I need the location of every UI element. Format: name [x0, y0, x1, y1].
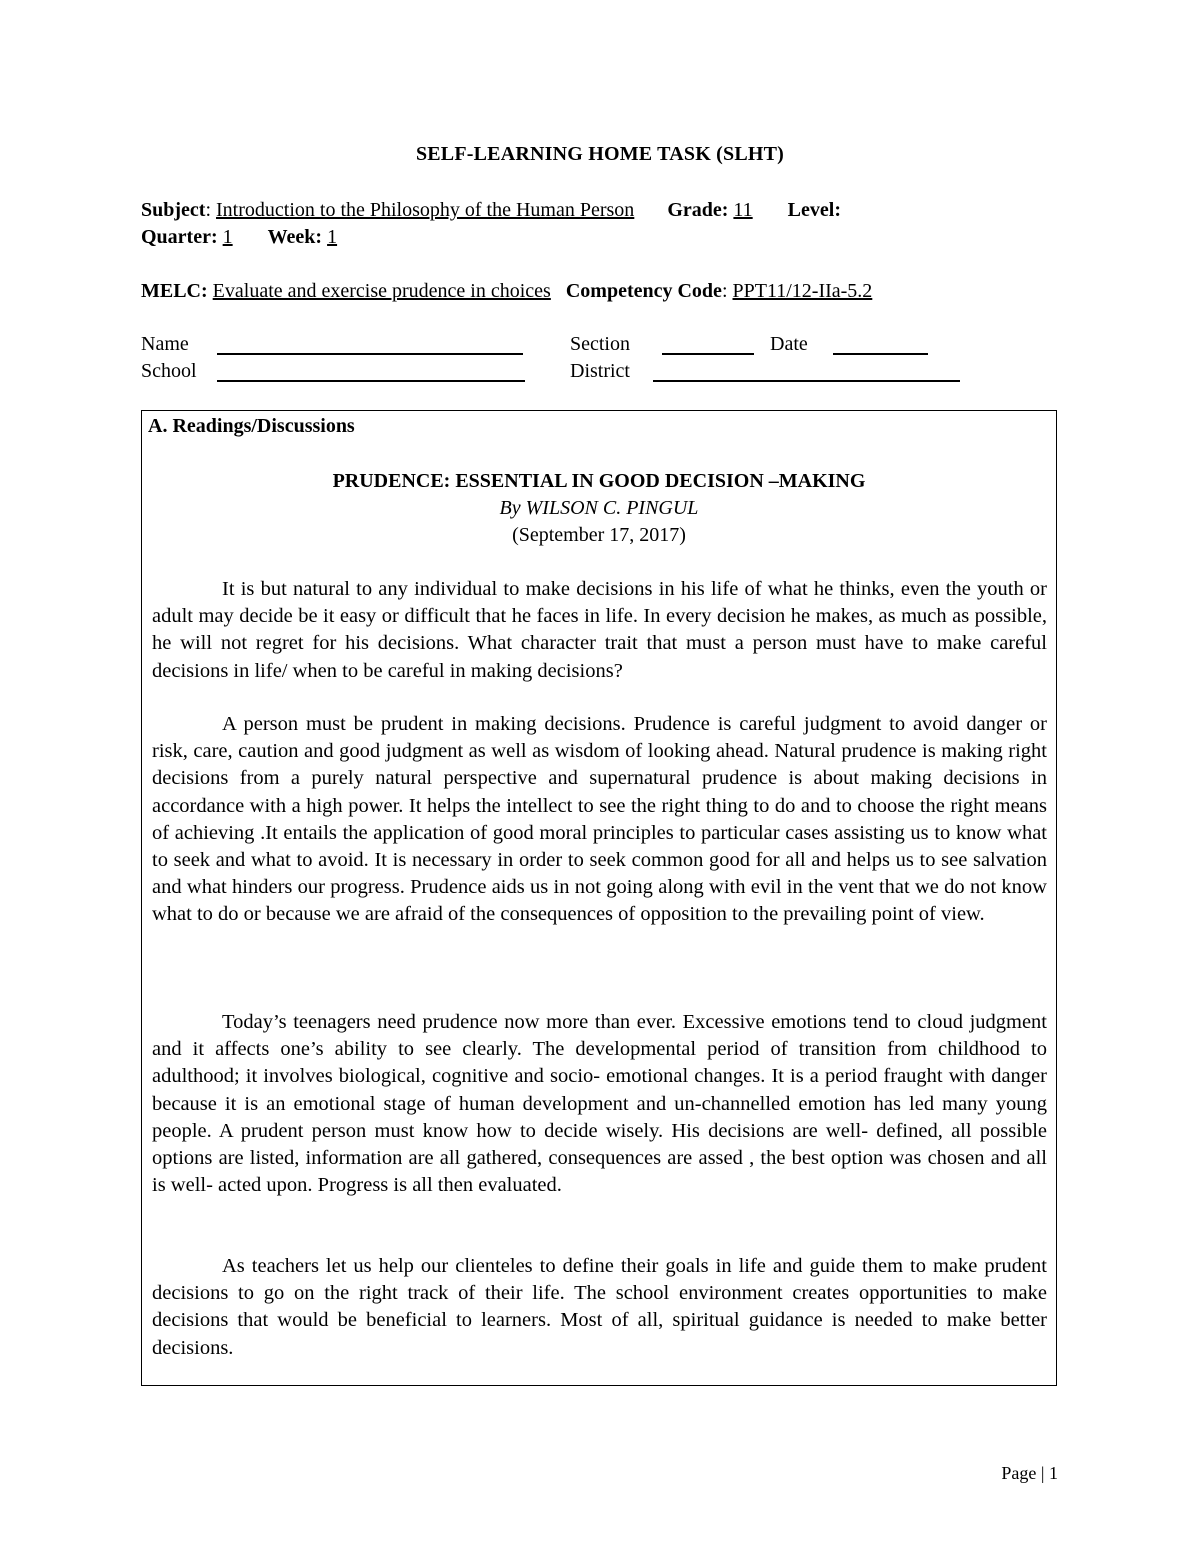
article-author: By WILSON C. PINGUL [499, 497, 699, 519]
quarter-label: Quarter: [141, 226, 218, 248]
melc-label: MELC: [141, 280, 208, 302]
school-input-line[interactable] [217, 380, 525, 382]
name-label: Name [141, 333, 189, 355]
melc-row: MELC: Evaluate and exercise prudence in choices Competency Code: PPT11/12-IIa-5.2 [141, 280, 873, 302]
section-label: Section [570, 333, 630, 355]
quarter-value: 1 [222, 226, 233, 248]
subject-row: Subject: Introduction to the Philosophy of the Human Person Grade: 11 Level: [141, 199, 841, 221]
melc-value: Evaluate and exercise prudence in choices [212, 280, 551, 302]
competency-value: PPT11/12-IIa-5.2 [732, 280, 873, 302]
article-date: (September 17, 2017) [512, 524, 686, 546]
week-value: 1 [327, 226, 338, 248]
document-title: SELF-LEARNING HOME TASK (SLHT) [415, 143, 785, 165]
subject-value: Introduction to the Philosophy of the Human Person [216, 199, 635, 221]
grade-label: Grade: [667, 199, 729, 221]
level-label: Level: [787, 199, 841, 221]
article-title: PRUDENCE: ESSENTIAL IN GOOD DECISION –MAKING [332, 470, 866, 492]
section-heading: A. Readings/Discussions [148, 415, 355, 437]
readings-box [141, 410, 1057, 1386]
school-label: School [141, 360, 197, 382]
week-label: Week: [267, 226, 323, 248]
section-input-line[interactable] [662, 353, 754, 355]
article-paragraph: A person must be prudent in making decisions. Prudence is careful judgment to avoid danger or risk, care, caution and good judgment as well as wisdom of looking ahead. Natural prudence is making right decisions from a purely natural perspective and supernatural prudence is about making decisions in accordance with a high power. It helps the intellect to see the right thing to do and to choose the right means of achieving .It entails the application of good moral principles to particular cases assisting us to know what to seek and what to avoid. It is necessary in order to seek common good for all and helps us to see salvation and what hinders our progress. Prudence aids us in not going along with evil in the vent that we do not know what to do or because we are afraid of the consequences of opposition to the prevailing point of view. [152, 713, 1047, 926]
article-paragraph: It is but natural to any individual to make decisions in his life of what he thinks, even the youth or adult may decide be it easy or difficult that he faces in life. In every decision he makes, as much as possible, he will not regret for his decisions. What character trait that must a person must have to make careful decisions in life/ when to be careful in making decisions? [152, 578, 1047, 682]
grade-value: 11 [733, 199, 753, 221]
district-label: District [570, 360, 630, 382]
competency-label: Competency Code [565, 280, 722, 302]
page-number: Page | 1 [1001, 1463, 1058, 1483]
article-paragraph: Today’s teenagers need prudence now more than ever. Excessive emotions tend to cloud judgment and it affects one’s ability to see clearly. The developmental period of transition from childhood to adulthood; it involves biological, cognitive and socio- emotional changes. It is a period fraught with danger because it is an emotional stage of human development and un-channelled emotion has led many young people. A prudent person must know how to decide wisely. His decisions are well- defined, all possible options are listed, information are all gathered, consequences are assed , the best option was chosen and all is well- acted upon. Progress is all then evaluated. [152, 1011, 1047, 1197]
date-label: Date [770, 333, 808, 355]
article-paragraph: As teachers let us help our clienteles to define their goals in life and guide them to make prudent decisions to go on the right track of their life. The school environment creates opportunities to make decisions that would be beneficial to learners. Most of all, spiritual guidance is needed to make better decisions. [152, 1255, 1047, 1359]
quarter-row [141, 224, 337, 251]
district-input-line[interactable] [653, 380, 960, 382]
date-input-line[interactable] [833, 353, 928, 355]
subject-label: Subject [141, 199, 206, 221]
name-input-line[interactable] [217, 353, 523, 355]
